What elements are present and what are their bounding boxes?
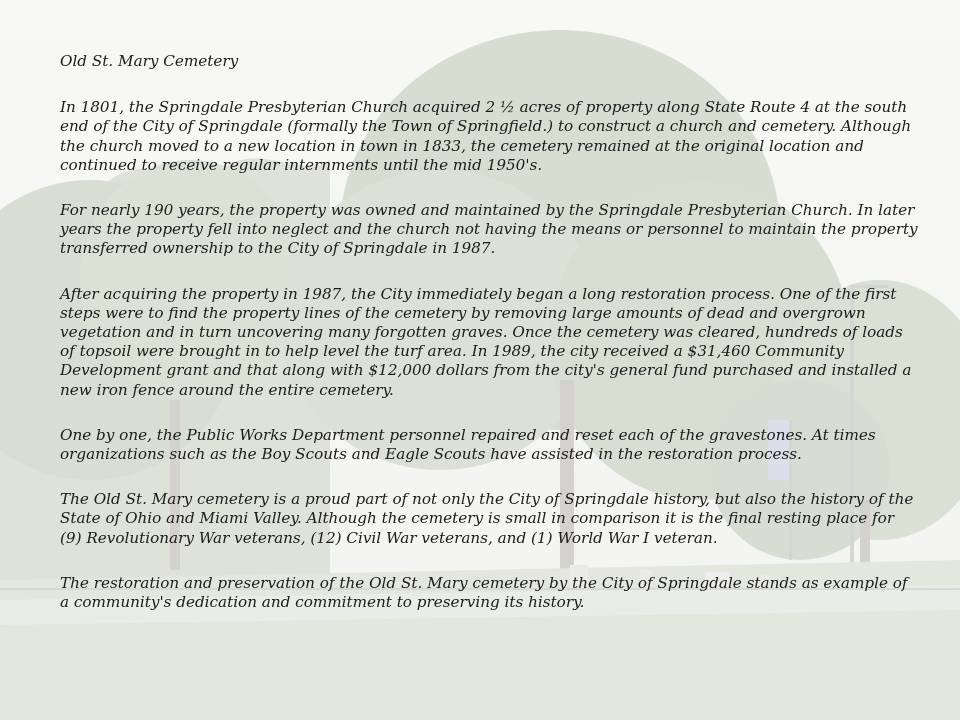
document-title: Old St. Mary Cemetery [60,52,239,70]
paragraph: For nearly 190 years, the property was owned and maintained by the Springdale Presbyterian Church. In later years the property fell into neglect and the church not having the means or personnel to maintain the property transferred ownership to the City of Springdale in 1987. [60,201,918,258]
paragraph: After acquiring the property in 1987, the City immediately began a long restoration process. One of the first steps were to find the property lines of the cemetery by removing large amounts of dead and overgrown vegetation and in turn uncovering many forgotten graves. Once the cemetery was cleared, hundreds of loads of topsoil were brought in to help level the turf area. In 1989, the city received a $31,460 Community Development grant and that along with $12,000 dollars from the city's general fund purchased and installed a new iron fence around the entire cemetery. [60,284,912,399]
paragraph: In 1801, the Springdale Presbyterian Church acquired 2 ½ acres of property along State Route 4 at the south end of the City of Springdale (formally the Town of Springfield.) to construct a church and cemetery. Although the church moved to a new location in town in 1833, the cemetery remained at the original location and continued to receive regular internments until the mid 1950's. [60,98,912,174]
document-body [60,52,920,638]
paragraph: The Old St. Mary cemetery is a proud part of not only the City of Springdale history, but also the history of the State of Ohio and Miami Valley. Although the cemetery is small in comparison it is the final resting place for (9) Revolutionary War veterans, (12) Civil War veterans, and (1) World War I veteran. [60,490,914,547]
paragraph: The restoration and preservation of the Old St. Mary cemetery by the City of Springdale stands as example of a community's dedication and commitment to preserving its history. [60,573,908,612]
paragraph: One by one, the Public Works Department personnel repaired and reset each of the gravestones. At times organizations such as the Boy Scouts and Eagle Scouts have assisted in the restoration process. [60,425,876,464]
